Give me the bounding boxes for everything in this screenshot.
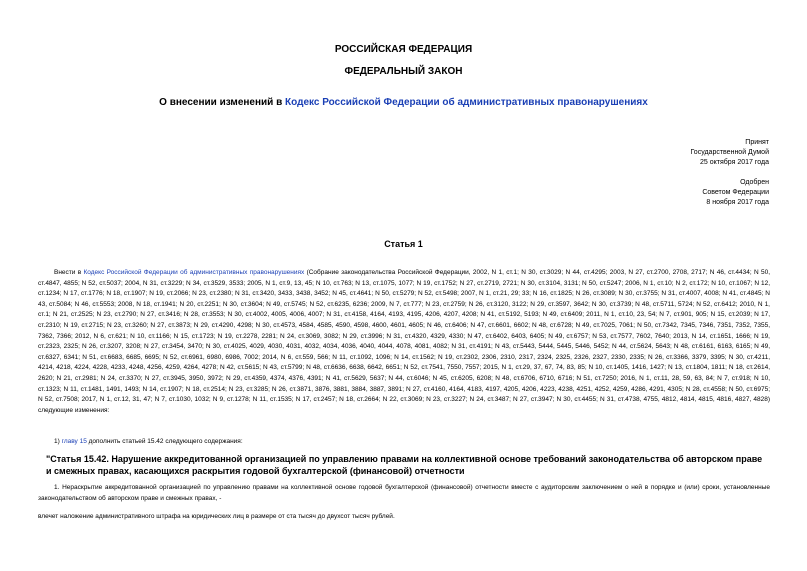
approved-line-3: 8 ноября 2017 года bbox=[706, 199, 769, 206]
law-title bbox=[0, 97, 807, 108]
paragraph-1-text: (Собрание законодательства Российской Федерации, 2002, N 1, ст.1; N 30, ст.3029; N 44, ст.4295; 2003, N 27, ст.2700, 2708, 2717; N 46, ст.4434; N 50, ст.4847, 4855; N 52, ст.5037; 2004, N 31, ст.3229; N 34, ст.3529, 3533; 2005, N 1, ст.9, 13, 45; N 10, ст.763; N 13, ст.1075, 1077; N 19, ст.1752; N 27, ст.2719, 2721; N 30, ст.3104, 3131; N 50, ст.5247; 2006, N 1, ст.10; N 2, ст.172; N 10, ст.1067; N 12, ст.1234; N 17, ст.1776; N 18, ст.1907; N 19, ст.2066; N 23, ст.2380; N 31, ст.3420, 3433, 3438, 3452; N 45, ст.4641; N 50, ст.5279; N 52, ст.5498; 2007, N 1, ст.21, 29; 33; N 16, ст.1825; N 26, ст.3089; N 30, ст.3755; N 31, ст.4007, 4008; N 41, ст.4845; N 43, ст.5084; N 46, ст.5553; 2008, N 18, ст.1941; N 20, ст.2251; N 30, ст.3604; N 49, ст.5745; N 52, ст.6235, 6236; 2009, N 7, ст.777; N 23, ст.2759; N 26, ст.3120, 3122; N 29, ст.3597, 3642; N 30, ст.3739; N 48, ст.5711, 5724; N 52, ст.6412; 2010, N 1, ст.1; N 21, ст.2525; N 23, ст.2790; N 27, ст.3416; N 28, ст.3553; N 30, ст.4002, 4005, 4006, 4007; N 31, ст.4158, 4164, 4193, 4195, 4206, 4207, 4208; N 41, ст.5192, 5193; N 49, ст.6409; 2011, N 1, ст.10, 23, 54; N 7, ст.901, 905; N 15, ст.2039; N 17, ст.2310; N 19, ст.2715; N 23, ст.3260; N 27, ст.3873; N 29, ст.4290, 4298; N 30, ст.4573, 4584, 4585, 4590, 4598, 4600, 4601, 4605; N 46, ст.6406; N 47, ст.6601, 6602; N 48, ст.6728; N 49, ст.7025, 7061; N 50, ст.7342, 7345, 7346, 7351, 7352, 7355, 7362, 7366; 2012, N 6, ст.621; N 10, ст.1166; N 15, ст.1723; N 19, ст.2278, 2281; N 24, ст.3069, 3082; N 29, ст.3996; N 31, ст.4320, 4329, 4330; N 47, ст.6402, 6403, 6405; N 49, ст.6757; N 53, ст.7577, 7602, 7640; 2013, N 14, ст.1651, 1666; N 19, ст.2323, 2325; N 26, ст.3207, 3208; N 27, ст.3454, 3470; N 30, ст.4025, 4029, 4030, 4031, 4032, 4034, 4036, 4040, 4044, 4078, 4081, 4082; N 31, ст.4191; N 43, ст.5443, 5444, 5445, 5446, 5452; N 44, ст.5624, 5643; N 48, ст.6161, 6163, 6165; N 49, ст.6327, 6341; N 51, ст.6683, 6685, 6695; N 52, ст.6961, 6980, 6986, 7002; 2014, N 6, ст.559, 566; N 11, ст.1092, 1096; N 14, ст.1562; N 19, ст.2302, 2306, 2310, 2317, 2324, 2325, 2326, 2327, 2330, 2335; N 26, ст.3366, 3379, 3395; N 30, ст.4211, 4214, 4218, 4224, 4228, 4233, 4248, 4256, 4259, 4264, 4278; N 42, ст.5615; N 43, ст.5799; N 48, ст.6636, 6638, 6642, 6651; N 52, ст.7541, 7550, 7557; 2015, N 1, ст.29, 37, 67, 74, 83, 85; N 10, ст.1405, 1416, 1427; N 13, ст.1804, 1811; N 18, ст.2614, 2620; N 21, ст.2981; N 24, ст.3370; N 27, ст.3945, 3950, 3972; N 29, ст.4359, 4374, 4376, 4391; N 41, ст.5629, 5637; N 44, ст.6046; N 45, ст.6205, 6208; N 48, ст.6706, 6710, 6716; N 51, ст.7250; 2016, N 1, ст.11, 28, 59, 63, 84; N 7, ст.918; N 10, ст.1323; N 11, ст.1481, 1491, 1493; N 14, ст.1907; N 18, ст.2514; N 23, ст.3285; N 26, ст.3871, 3876, 3881, 3884, 3887, 3891; N 27, ст.4160, 4164, 4183, 4197, 4205, 4206, 4223, 4238, 4251, 4252, 4259, 4286, 4291, 4305; N 28, ст.4558; N 50, ст.6975; N 52, ст.7508; 2017, N 1, ст.12, 31, 47; N 7, ст.1030, 1032; N 9, ст.1278; N 11, ст.1535; N 17, ст.2457; N 18, ст.2664; N 22, ст.3069; N 23, ст.3227; N 24, ст.3487; N 27, ст.3947; N 30, ст.4455; N 31, ст.4738, 4755, 4812, 4814, 4815, 4816, 4827, 4828) следующие изменения: bbox=[38, 269, 770, 414]
paragraph-2-prefix: 1) bbox=[54, 438, 62, 445]
adopted-line-2: Государственной Думой bbox=[690, 149, 769, 156]
approved-line-2: Советом Федерации bbox=[702, 189, 769, 196]
new-article-heading: "Статья 15.42. Нарушение аккредитованной организацией по управлению правами на коллективной основе требований законодательства об авторском праве и смежных правах, касающихся раскрытия годовой бухгалтерской (финансовой) отчетности bbox=[46, 454, 763, 476]
approved-block bbox=[702, 178, 769, 208]
article-paragraph-3: 1. Нераскрытие аккредитованной организацией по управлению правами на коллективной основе годовой бухгалтерской (финансовой) отчетности вместе с аудиторским заключением о ней в порядке и (или) сроки, установленные законодательством об авторском праве и смежных правах, - bbox=[38, 484, 770, 502]
chapter-15-link[interactable]: главу 15 bbox=[61, 438, 87, 445]
article-paragraph-2 bbox=[54, 437, 770, 448]
law-type-heading: ФЕДЕРАЛЬНЫЙ ЗАКОН bbox=[344, 66, 463, 77]
country-heading: РОССИЙСКАЯ ФЕДЕРАЦИЯ bbox=[334, 44, 473, 55]
paragraph-1-prefix: Внести в bbox=[54, 269, 84, 276]
adopted-block bbox=[690, 138, 769, 168]
code-link-inline[interactable]: Кодекс Российской Федерации об административных правонарушениях bbox=[83, 269, 305, 276]
paragraph-2-text: дополнить статьей 15.42 следующего содержания: bbox=[86, 438, 243, 445]
adopted-line-1: Принят bbox=[745, 139, 769, 146]
article-title: Статья 1 bbox=[384, 239, 423, 249]
law-title-prefix: О внесении изменений в bbox=[159, 97, 286, 108]
approved-line-1: Одобрен bbox=[740, 179, 769, 186]
code-link[interactable]: Кодекс Российской Федерации об административных правонарушениях bbox=[285, 97, 648, 108]
article-paragraph-4: влечет наложение административного штрафа на юридических лиц в размере от ста тысяч до двухсот тысяч рублей. bbox=[38, 513, 395, 520]
adopted-line-3: 25 октября 2017 года bbox=[700, 159, 769, 166]
article-paragraph-1 bbox=[38, 268, 770, 416]
